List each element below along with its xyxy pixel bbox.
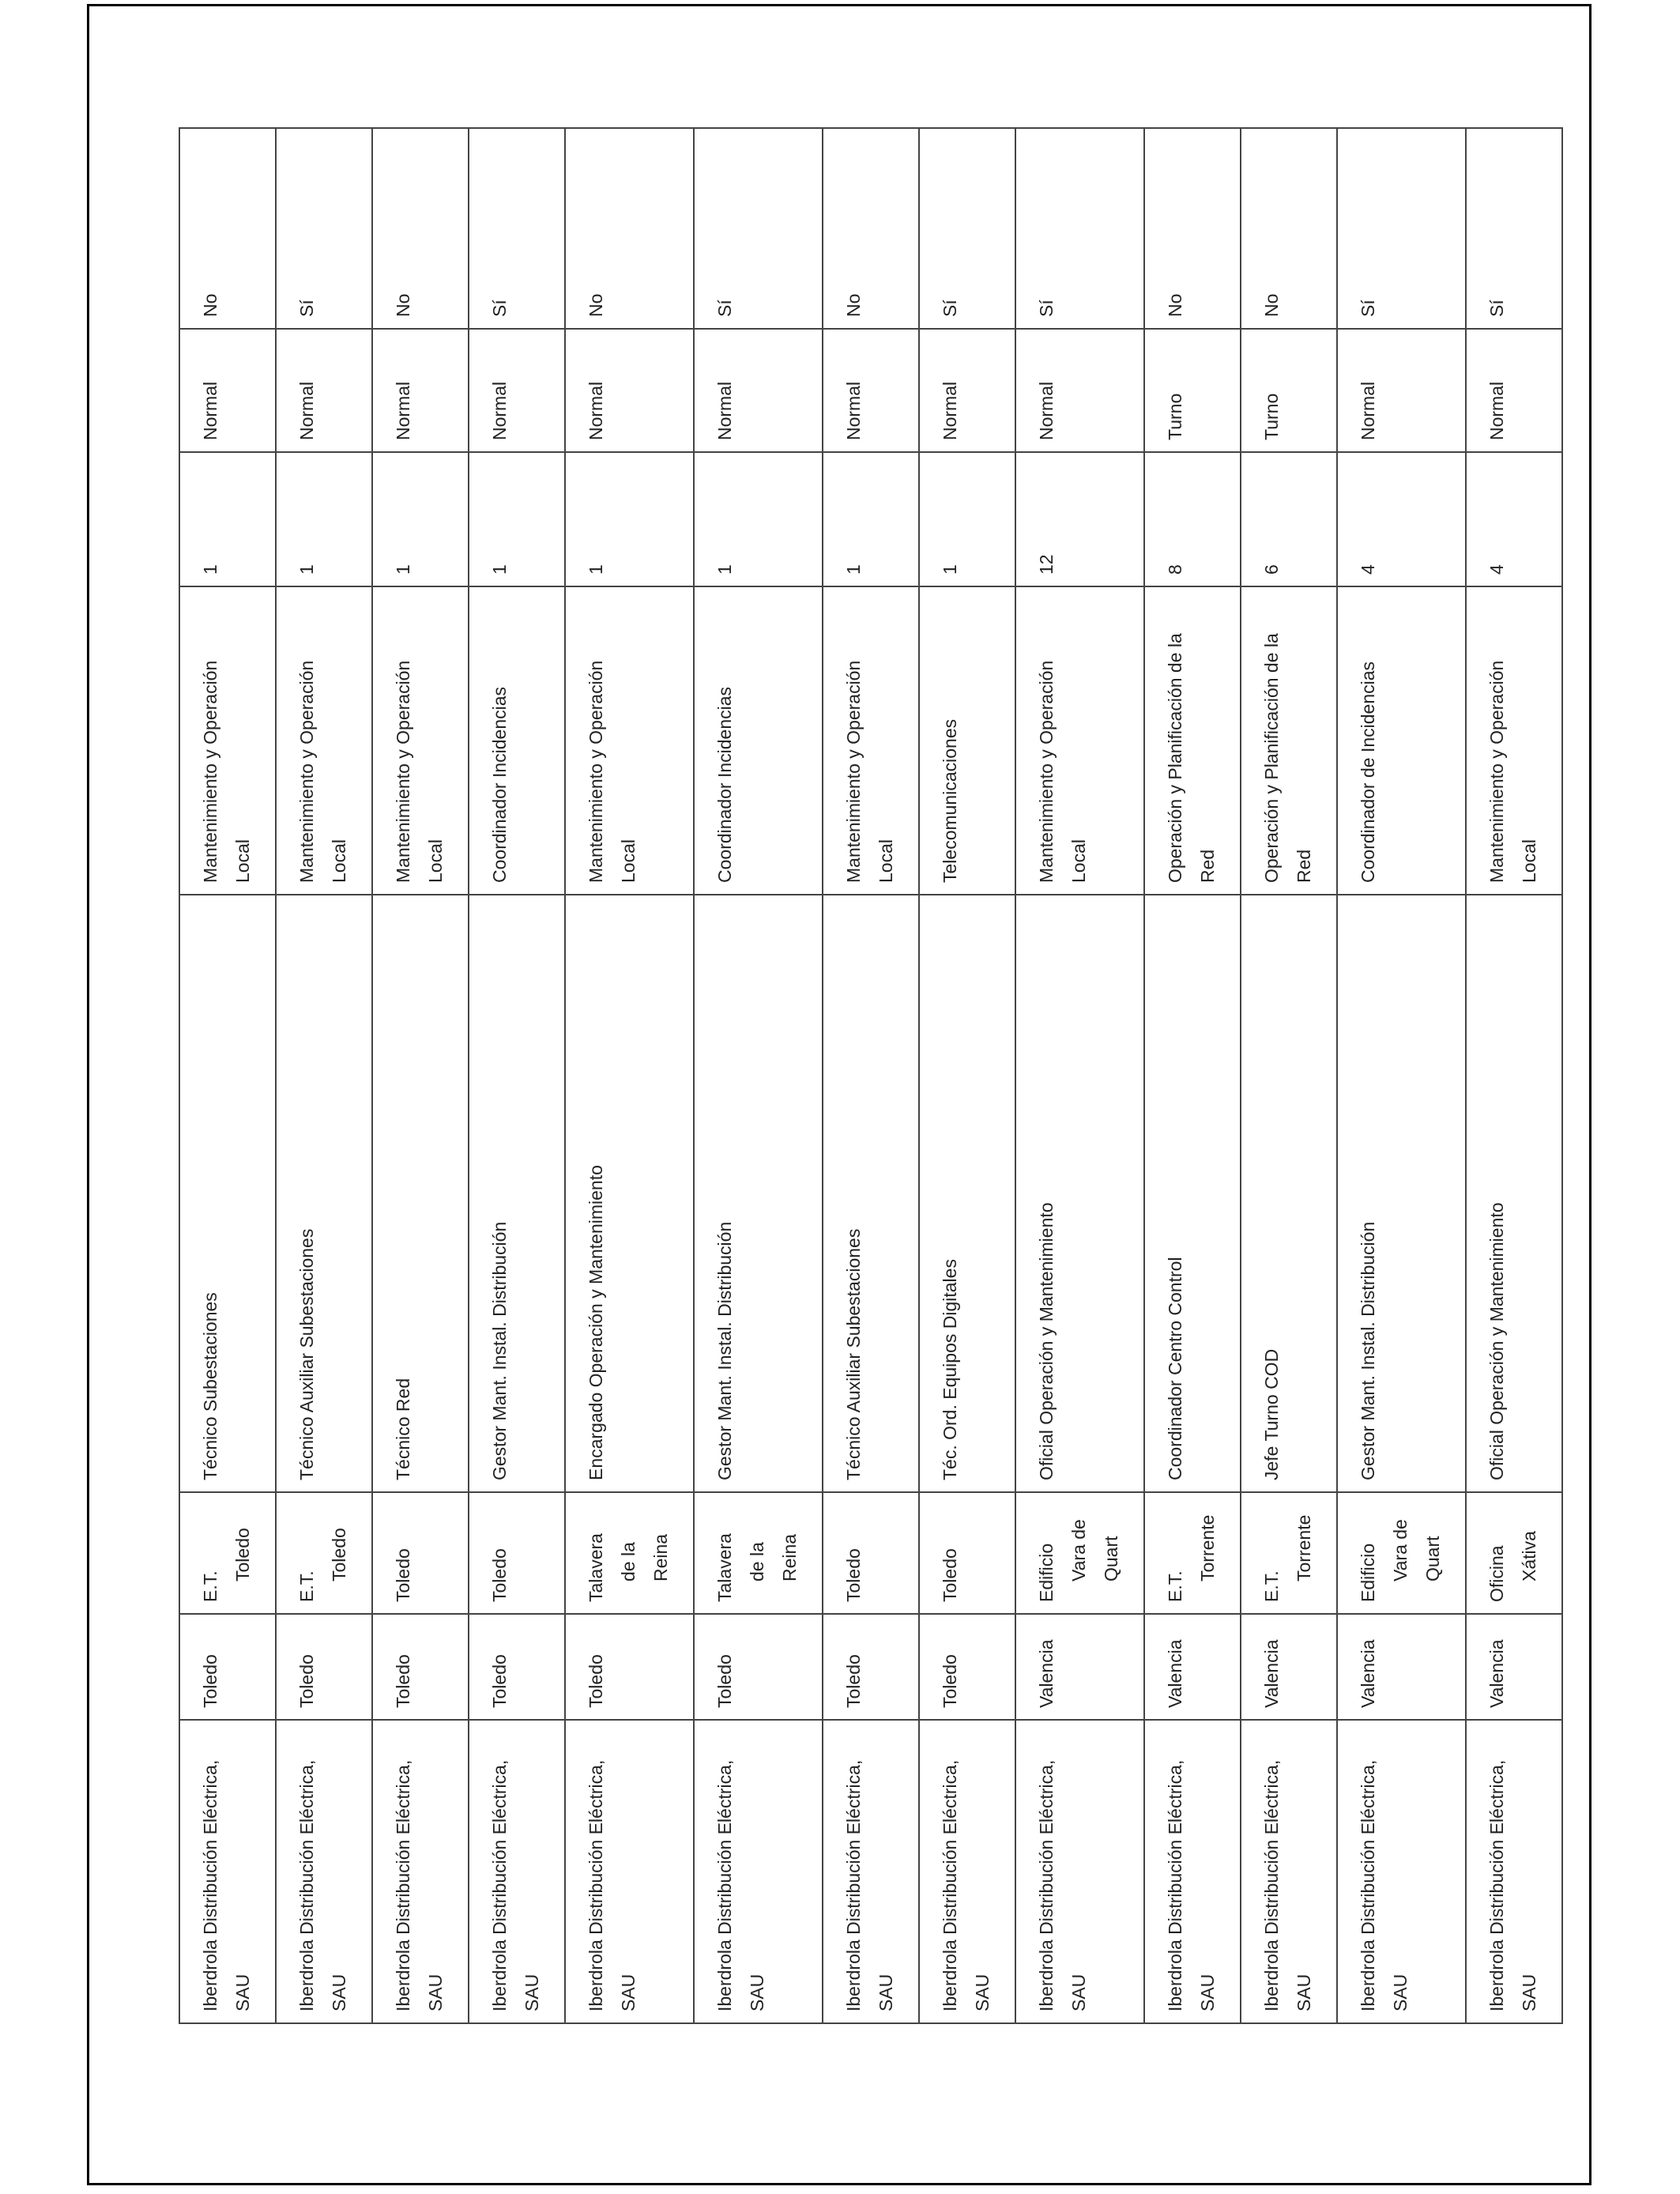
cell-area: [565, 586, 694, 895]
cell-position: Técnico Auxiliar Subestaciones: [823, 895, 919, 1492]
cell-count: 1: [694, 452, 823, 586]
cell-site-line: E.T.: [1261, 1570, 1282, 1602]
cell-schedule: Turno: [1241, 329, 1337, 452]
cell-company: [694, 1720, 823, 2023]
cell-position: Técnico Subestaciones: [179, 895, 276, 1492]
cell-area-line: Telecomunicaciones: [940, 718, 960, 883]
cell-company: [565, 1720, 694, 2023]
cell-company-line: Iberdrola Distribución Eléctrica,: [940, 1759, 960, 2011]
cell-province: Valencia: [1466, 1614, 1562, 1720]
cell-province: Valencia: [1241, 1614, 1337, 1720]
cell-site: [469, 1492, 565, 1614]
cell-site-line: Xátiva: [1519, 1531, 1539, 1581]
cell-area-line: Coordinador Incidencias: [714, 686, 735, 883]
cell-count: 1: [276, 452, 372, 586]
cell-area-line: Mantenimiento y Operación: [843, 660, 864, 883]
table-row: [823, 128, 919, 2023]
table-row: [1144, 128, 1241, 2023]
cell-position: Téc. Ord. Equipos Digitales: [919, 895, 1015, 1492]
cell-site-line: Quart: [1101, 1536, 1121, 1581]
cell-flag: No: [1144, 128, 1241, 329]
cell-company: [823, 1720, 919, 2023]
cell-count: 1: [179, 452, 276, 586]
cell-site-line: Toledo: [393, 1548, 413, 1602]
cell-company: [1337, 1720, 1466, 2023]
cell-position: Gestor Mant. Instal. Distribución: [694, 895, 823, 1492]
cell-position: Oficial Operación y Mantenimiento: [1015, 895, 1144, 1492]
cell-schedule: Normal: [1466, 329, 1562, 452]
cell-area: [823, 586, 919, 895]
cell-area-line: Mantenimiento y Operación: [1036, 660, 1057, 883]
cell-site-line: Quart: [1422, 1536, 1443, 1581]
cell-count: 1: [823, 452, 919, 586]
cell-company: [1466, 1720, 1562, 2023]
cell-area-line: Red: [1294, 849, 1314, 883]
table-row: [1241, 128, 1337, 2023]
cell-area-line: Operación y Planificación de la: [1165, 633, 1185, 883]
cell-area-line: Local: [1519, 839, 1539, 883]
cell-company-line: SAU: [1294, 1973, 1314, 2011]
cell-site: [823, 1492, 919, 1614]
cell-site-line: Vara de: [1068, 1519, 1089, 1581]
cell-province: Valencia: [1015, 1614, 1144, 1720]
cell-area: [1241, 586, 1337, 895]
cell-province: Valencia: [1337, 1614, 1466, 1720]
cell-company-line: SAU: [1390, 1973, 1411, 2011]
cell-company: [469, 1720, 565, 2023]
cell-province: Toledo: [179, 1614, 276, 1720]
cell-position: Gestor Mant. Instal. Distribución: [469, 895, 565, 1492]
cell-schedule: Normal: [565, 329, 694, 452]
cell-area-line: Local: [329, 839, 349, 883]
cell-province: Toledo: [694, 1614, 823, 1720]
cell-company: [179, 1720, 276, 2023]
cell-company-line: Iberdrola Distribución Eléctrica,: [393, 1759, 413, 2011]
cell-area: [372, 586, 469, 895]
cell-flag: Sí: [694, 128, 823, 329]
cell-company-line: Iberdrola Distribución Eléctrica,: [1261, 1759, 1282, 2011]
cell-area-line: Red: [1197, 849, 1218, 883]
cell-site-line: Toledo: [329, 1528, 349, 1581]
cell-flag: Sí: [1015, 128, 1144, 329]
cell-schedule: Normal: [469, 329, 565, 452]
cell-company-line: Iberdrola Distribución Eléctrica,: [489, 1759, 510, 2011]
cell-province: Toledo: [823, 1614, 919, 1720]
cell-company-line: Iberdrola Distribución Eléctrica,: [296, 1759, 317, 2011]
cell-site-line: Reina: [650, 1533, 671, 1581]
cell-site-line: E.T.: [1165, 1570, 1185, 1602]
cell-site-line: Talavera: [586, 1533, 606, 1602]
cell-count: 12: [1015, 452, 1144, 586]
cell-position: Gestor Mant. Instal. Distribución: [1337, 895, 1466, 1492]
cell-flag: No: [823, 128, 919, 329]
cell-site: [179, 1492, 276, 1614]
cell-company-line: Iberdrola Distribución Eléctrica,: [1486, 1759, 1507, 2011]
cell-site: [1241, 1492, 1337, 1614]
cell-site: [1337, 1492, 1466, 1614]
cell-site: [565, 1492, 694, 1614]
cell-company-line: Iberdrola Distribución Eléctrica,: [1358, 1759, 1378, 2011]
cell-area: [1337, 586, 1466, 895]
cell-area-line: Local: [425, 839, 446, 883]
cell-site: [1466, 1492, 1562, 1614]
cell-site-line: Toledo: [489, 1548, 510, 1602]
cell-schedule: Normal: [179, 329, 276, 452]
table-row: [919, 128, 1015, 2023]
cell-area-line: Mantenimiento y Operación: [200, 660, 220, 883]
cell-company-line: SAU: [1197, 1973, 1218, 2011]
cell-company-line: SAU: [876, 1973, 896, 2011]
cell-position: Técnico Auxiliar Subestaciones: [276, 895, 372, 1492]
cell-site-line: Torrente: [1294, 1514, 1314, 1581]
table-row: [1337, 128, 1466, 2023]
cell-company: [372, 1720, 469, 2023]
cell-schedule: Normal: [823, 329, 919, 452]
cell-area-line: Local: [232, 839, 253, 883]
cell-company-line: Iberdrola Distribución Eléctrica,: [1165, 1759, 1185, 2011]
cell-site-line: Torrente: [1197, 1514, 1218, 1581]
cell-count: 6: [1241, 452, 1337, 586]
cell-site: [372, 1492, 469, 1614]
cell-position: Encargado Operación y Mantenimiento: [565, 895, 694, 1492]
cell-site-line: E.T.: [200, 1570, 220, 1602]
cell-province: Toledo: [469, 1614, 565, 1720]
cell-count: 1: [919, 452, 1015, 586]
cell-site: [919, 1492, 1015, 1614]
cell-flag: Sí: [919, 128, 1015, 329]
cell-company-line: Iberdrola Distribución Eléctrica,: [200, 1759, 220, 2011]
cell-flag: No: [372, 128, 469, 329]
cell-site: [1144, 1492, 1241, 1614]
cell-schedule: Normal: [1337, 329, 1466, 452]
table-row: [565, 128, 694, 2023]
cell-company-line: SAU: [618, 1973, 638, 2011]
table-row: [1466, 128, 1562, 2023]
cell-area-line: Operación y Planificación de la: [1261, 633, 1282, 883]
cell-area: [919, 586, 1015, 895]
positions-table: [179, 127, 1563, 2024]
cell-area: [1144, 586, 1241, 895]
cell-province: Toledo: [919, 1614, 1015, 1720]
cell-flag: Sí: [276, 128, 372, 329]
cell-site-line: Reina: [779, 1533, 800, 1581]
cell-schedule: Normal: [1015, 329, 1144, 452]
table-row: [1015, 128, 1144, 2023]
cell-site: [694, 1492, 823, 1614]
cell-area-line: Mantenimiento y Operación: [393, 660, 413, 883]
cell-flag: Sí: [1466, 128, 1562, 329]
cell-area-line: Mantenimiento y Operación: [296, 660, 317, 883]
cell-site-line: Toledo: [232, 1528, 253, 1581]
cell-schedule: Normal: [372, 329, 469, 452]
cell-site: [276, 1492, 372, 1614]
cell-area-line: Mantenimiento y Operación: [586, 660, 606, 883]
cell-company: [1144, 1720, 1241, 2023]
table-body: [179, 128, 1562, 2023]
cell-area: [1466, 586, 1562, 895]
cell-site-line: Edificio: [1036, 1543, 1057, 1602]
cell-count: 1: [565, 452, 694, 586]
cell-province: Toledo: [565, 1614, 694, 1720]
cell-province: Valencia: [1144, 1614, 1241, 1720]
cell-site-line: Toledo: [843, 1548, 864, 1602]
cell-province: Toledo: [372, 1614, 469, 1720]
cell-company-line: SAU: [232, 1973, 253, 2011]
cell-area-line: Coordinador Incidencias: [489, 686, 510, 883]
cell-flag: Sí: [469, 128, 565, 329]
cell-count: 4: [1337, 452, 1466, 586]
cell-site-line: E.T.: [296, 1570, 317, 1602]
cell-site-line: de la: [618, 1542, 638, 1581]
cell-position: Técnico Red: [372, 895, 469, 1492]
cell-area-line: Local: [618, 839, 638, 883]
cell-company: [1015, 1720, 1144, 2023]
cell-company-line: SAU: [425, 1973, 446, 2011]
cell-area-line: Coordinador de Incidencias: [1358, 661, 1378, 883]
cell-flag: No: [179, 128, 276, 329]
cell-area: [1015, 586, 1144, 895]
cell-count: 1: [372, 452, 469, 586]
table-row: [179, 128, 276, 2023]
table-row: [469, 128, 565, 2023]
cell-area: [276, 586, 372, 895]
cell-area-line: Mantenimiento y Operación: [1486, 660, 1507, 883]
cell-site-line: Edificio: [1358, 1543, 1378, 1602]
cell-company-line: Iberdrola Distribución Eléctrica,: [1036, 1759, 1057, 2011]
cell-schedule: Normal: [919, 329, 1015, 452]
rotated-table-container: [179, 129, 1539, 2024]
cell-flag: No: [565, 128, 694, 329]
cell-company-line: SAU: [329, 1973, 349, 2011]
cell-company-line: SAU: [972, 1973, 993, 2011]
cell-site-line: Oficina: [1486, 1545, 1507, 1602]
cell-company-line: SAU: [522, 1973, 542, 2011]
cell-area: [179, 586, 276, 895]
cell-count: 4: [1466, 452, 1562, 586]
cell-area: [469, 586, 565, 895]
cell-company: [919, 1720, 1015, 2023]
cell-schedule: Normal: [276, 329, 372, 452]
cell-schedule: Normal: [694, 329, 823, 452]
cell-flag: No: [1241, 128, 1337, 329]
cell-company-line: Iberdrola Distribución Eléctrica,: [586, 1759, 606, 2011]
cell-company-line: SAU: [1068, 1973, 1089, 2011]
cell-position: Jefe Turno COD: [1241, 895, 1337, 1492]
cell-count: 8: [1144, 452, 1241, 586]
cell-schedule: Turno: [1144, 329, 1241, 452]
cell-company: [276, 1720, 372, 2023]
cell-site-line: Toledo: [940, 1548, 960, 1602]
cell-site: [1015, 1492, 1144, 1614]
cell-company-line: SAU: [1519, 1973, 1539, 2011]
cell-area-line: Local: [1068, 839, 1089, 883]
cell-area: [694, 586, 823, 895]
cell-site-line: Vara de: [1390, 1519, 1411, 1581]
cell-count: 1: [469, 452, 565, 586]
cell-company-line: Iberdrola Distribución Eléctrica,: [843, 1759, 864, 2011]
cell-site-line: Talavera: [714, 1533, 735, 1602]
cell-company-line: SAU: [747, 1973, 767, 2011]
table-row: [372, 128, 469, 2023]
cell-position: Oficial Operación y Mantenimiento: [1466, 895, 1562, 1492]
cell-area-line: Local: [876, 839, 896, 883]
table-row: [276, 128, 372, 2023]
cell-position: Coordinador Centro Control: [1144, 895, 1241, 1492]
cell-company: [1241, 1720, 1337, 2023]
cell-site-line: de la: [747, 1542, 767, 1581]
cell-flag: Sí: [1337, 128, 1466, 329]
cell-company-line: Iberdrola Distribución Eléctrica,: [714, 1759, 735, 2011]
cell-province: Toledo: [276, 1614, 372, 1720]
table-row: [694, 128, 823, 2023]
